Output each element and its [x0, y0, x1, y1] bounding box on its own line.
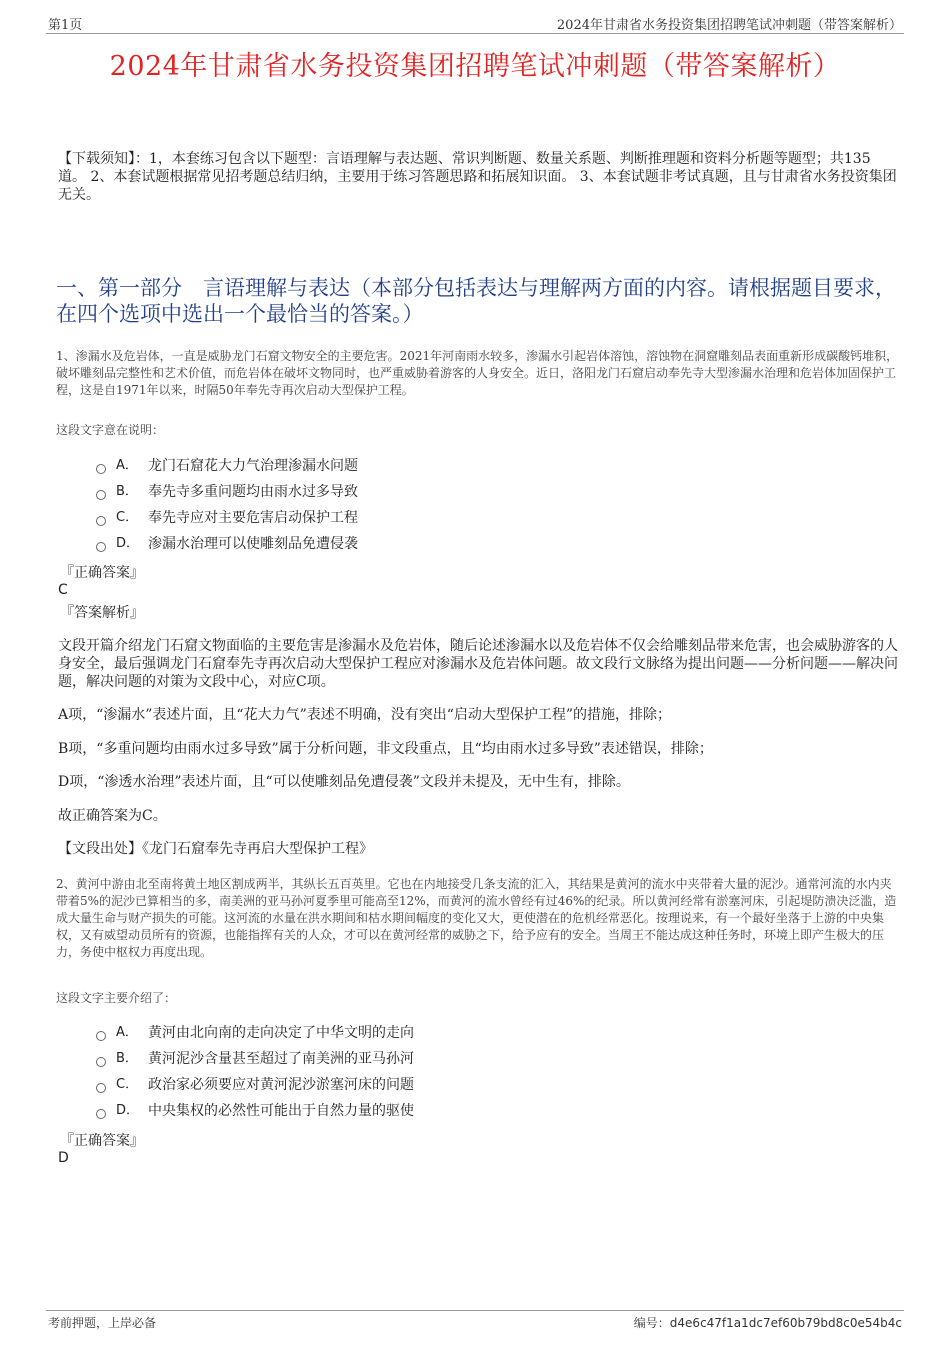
radio-icon[interactable]	[96, 1109, 106, 1119]
footer-code	[634, 1314, 902, 1331]
answer-value: D	[58, 1150, 69, 1166]
page-number: 第1页	[48, 18, 83, 33]
option-b[interactable]	[96, 1046, 414, 1072]
option-text: 奉先寺多重问题均由雨水过多导致	[148, 484, 358, 500]
option-text: 黄河由北向南的走向决定了中华文明的走向	[148, 1025, 414, 1041]
option-letter: B．	[116, 1051, 138, 1066]
footer-divider	[46, 1310, 904, 1311]
option-text: 政治家必须要应对黄河泥沙淤塞河床的问题	[148, 1077, 414, 1093]
answer-value: C	[58, 582, 68, 598]
header-doc-title: 2024年甘肃省水务投资集团招聘笔试冲刺题（带答案解析）	[556, 18, 902, 33]
footer-code-value: d4e6c47f1a1dc7ef60b79bd8c0e54b4c	[669, 1316, 902, 1330]
answer-label: 『正确答案』	[60, 565, 144, 581]
footer-slogan: 考前押题，上岸必备	[48, 1316, 157, 1330]
question-2-stem: 这段文字主要介绍了：	[56, 991, 177, 1005]
download-notice: 【下载须知】：1，本套练习包含以下题型：言语理解与表达题、常识判断题、数量关系题、判断推理题和资料分析题等题型；共135道。 2、本套试题根据常见招考题总结归纳，主要用于练习答题思路和拓展知识面。 3、本套试题非考试真题，且与甘肃省水务投资集团无关。	[58, 151, 897, 203]
option-text: 奉先寺应对主要危害启动保护工程	[148, 510, 358, 526]
analysis-source: 【文段出处】《龙门石窟奉先寺再启大型保护工程》	[58, 841, 373, 857]
radio-icon[interactable]	[96, 464, 106, 474]
option-letter: A．	[116, 1025, 138, 1040]
question-1-stem: 这段文字意在说明：	[56, 423, 165, 437]
option-a[interactable]	[96, 1020, 414, 1046]
option-text: 黄河泥沙含量甚至超过了南美洲的亚马孙河	[148, 1051, 414, 1067]
question-1-text: 1、渗漏水及危岩体，一直是威胁龙门石窟文物安全的主要危害。2021年河南雨水较多，渗漏水引起岩体溶蚀，溶蚀物在洞窟雕刻品表面重新形成碳酸钙堆积，破坏雕刻品完整性和艺术价值，而危岩体在破坏文物同时，也严重威胁着游客的人身安全。近日，洛阳龙门石窟启动奉先寺大型渗漏水治理和危岩体加固保护工程，这是自1971年以来，时隔50年奉先寺再次启动大型保护工程。	[56, 349, 899, 397]
radio-icon[interactable]	[96, 490, 106, 500]
page-title: 2024年甘肃省水务投资集团招聘笔试冲刺题（带答案解析）	[109, 51, 841, 82]
analysis-label: 『答案解析』	[60, 605, 144, 621]
option-d[interactable]	[96, 531, 358, 557]
footer-code-label: 编号：	[633, 1316, 670, 1330]
option-letter: C．	[116, 1077, 139, 1092]
answer-label: 『正确答案』	[60, 1133, 144, 1149]
option-letter: D．	[116, 536, 140, 551]
analysis-option-d: D项，“渗透水治理”表述片面，且“可以使雕刻品免遭侵袭”文段并未提及，无中生有，排除。	[58, 774, 630, 790]
question-2-options	[96, 1020, 414, 1124]
option-letter: A．	[116, 458, 138, 473]
option-c[interactable]	[96, 1072, 414, 1098]
option-b[interactable]	[96, 479, 358, 505]
analysis-conclusion: 故正确答案为C。	[58, 808, 167, 824]
analysis-option-b: B项，“多重问题均由雨水过多导致”属于分析问题，非文段重点，且“均由雨水过多导致”表述错误，排除；	[58, 741, 713, 757]
option-text: 渗漏水治理可以使雕刻品免遭侵袭	[148, 536, 358, 552]
radio-icon[interactable]	[96, 1083, 106, 1093]
option-c[interactable]	[96, 505, 358, 531]
radio-icon[interactable]	[96, 1057, 106, 1067]
option-letter: B．	[116, 484, 138, 499]
radio-icon[interactable]	[96, 1031, 106, 1041]
question-2-text: 2、黄河中游由北至南将黄土地区割成两半，其纵长五百英里。它也在内地接受几条支流的汇入，其结果是黄河的流水中夹带着大量的泥沙。通常河流的水内夹带着5%的泥沙已算相当的多，南美洲的亚马孙河夏季里可能高至12%，而黄河的流水曾经有过46%的纪录。所以黄河经常有淤塞河床，引起堤防溃决泛滥，造成大量生命与财产损失的可能。这河流的水量在洪水期间和枯水期间幅度的变化又大，更使潜在的危机经常恶化。按理说来，有一个最好坐落于上游的中央集权，又有威望动员所有的资源，也能指挥有关的人众，才可以在黄河经常的威胁之下，给予应有的安全。当周王不能达成这种任务时，环境上即产生极大的压力，务使中枢权力再度出现。	[56, 877, 897, 959]
analysis-option-a: A项，“渗漏水”表述片面，且“花大力气”表述不明确，没有突出“启动大型保护工程”的措施，排除；	[58, 707, 672, 723]
radio-icon[interactable]	[96, 516, 106, 526]
option-text: 龙门石窟花大力气治理渗漏水问题	[148, 458, 358, 474]
analysis-paragraph: 文段开篇介绍龙门石窟文物面临的主要危害是渗漏水及危岩体，随后论述渗漏水以及危岩体不仅会给雕刻品带来危害，也会威胁游客的人身安全，最后强调龙门石窟奉先寺再次启动大型保护工程应对渗漏水及危岩体问题。故文段行文脉络为提出问题——分析问题——解决问题，解决问题的对策为文段中心，对应C项。	[58, 638, 898, 690]
option-text: 中央集权的必然性可能出于自然力量的驱使	[148, 1103, 414, 1119]
option-a[interactable]	[96, 453, 358, 479]
option-letter: C．	[116, 510, 139, 525]
header-divider	[46, 33, 904, 34]
radio-icon[interactable]	[96, 542, 106, 552]
option-d[interactable]	[96, 1098, 414, 1124]
section-heading: 一、第一部分 言语理解与表达（本部分包括表达与理解两方面的内容。请根据题目要求，在四个选项中选出一个最恰当的答案。）	[56, 276, 896, 326]
option-letter: D．	[116, 1103, 140, 1118]
question-1-options	[96, 453, 358, 557]
